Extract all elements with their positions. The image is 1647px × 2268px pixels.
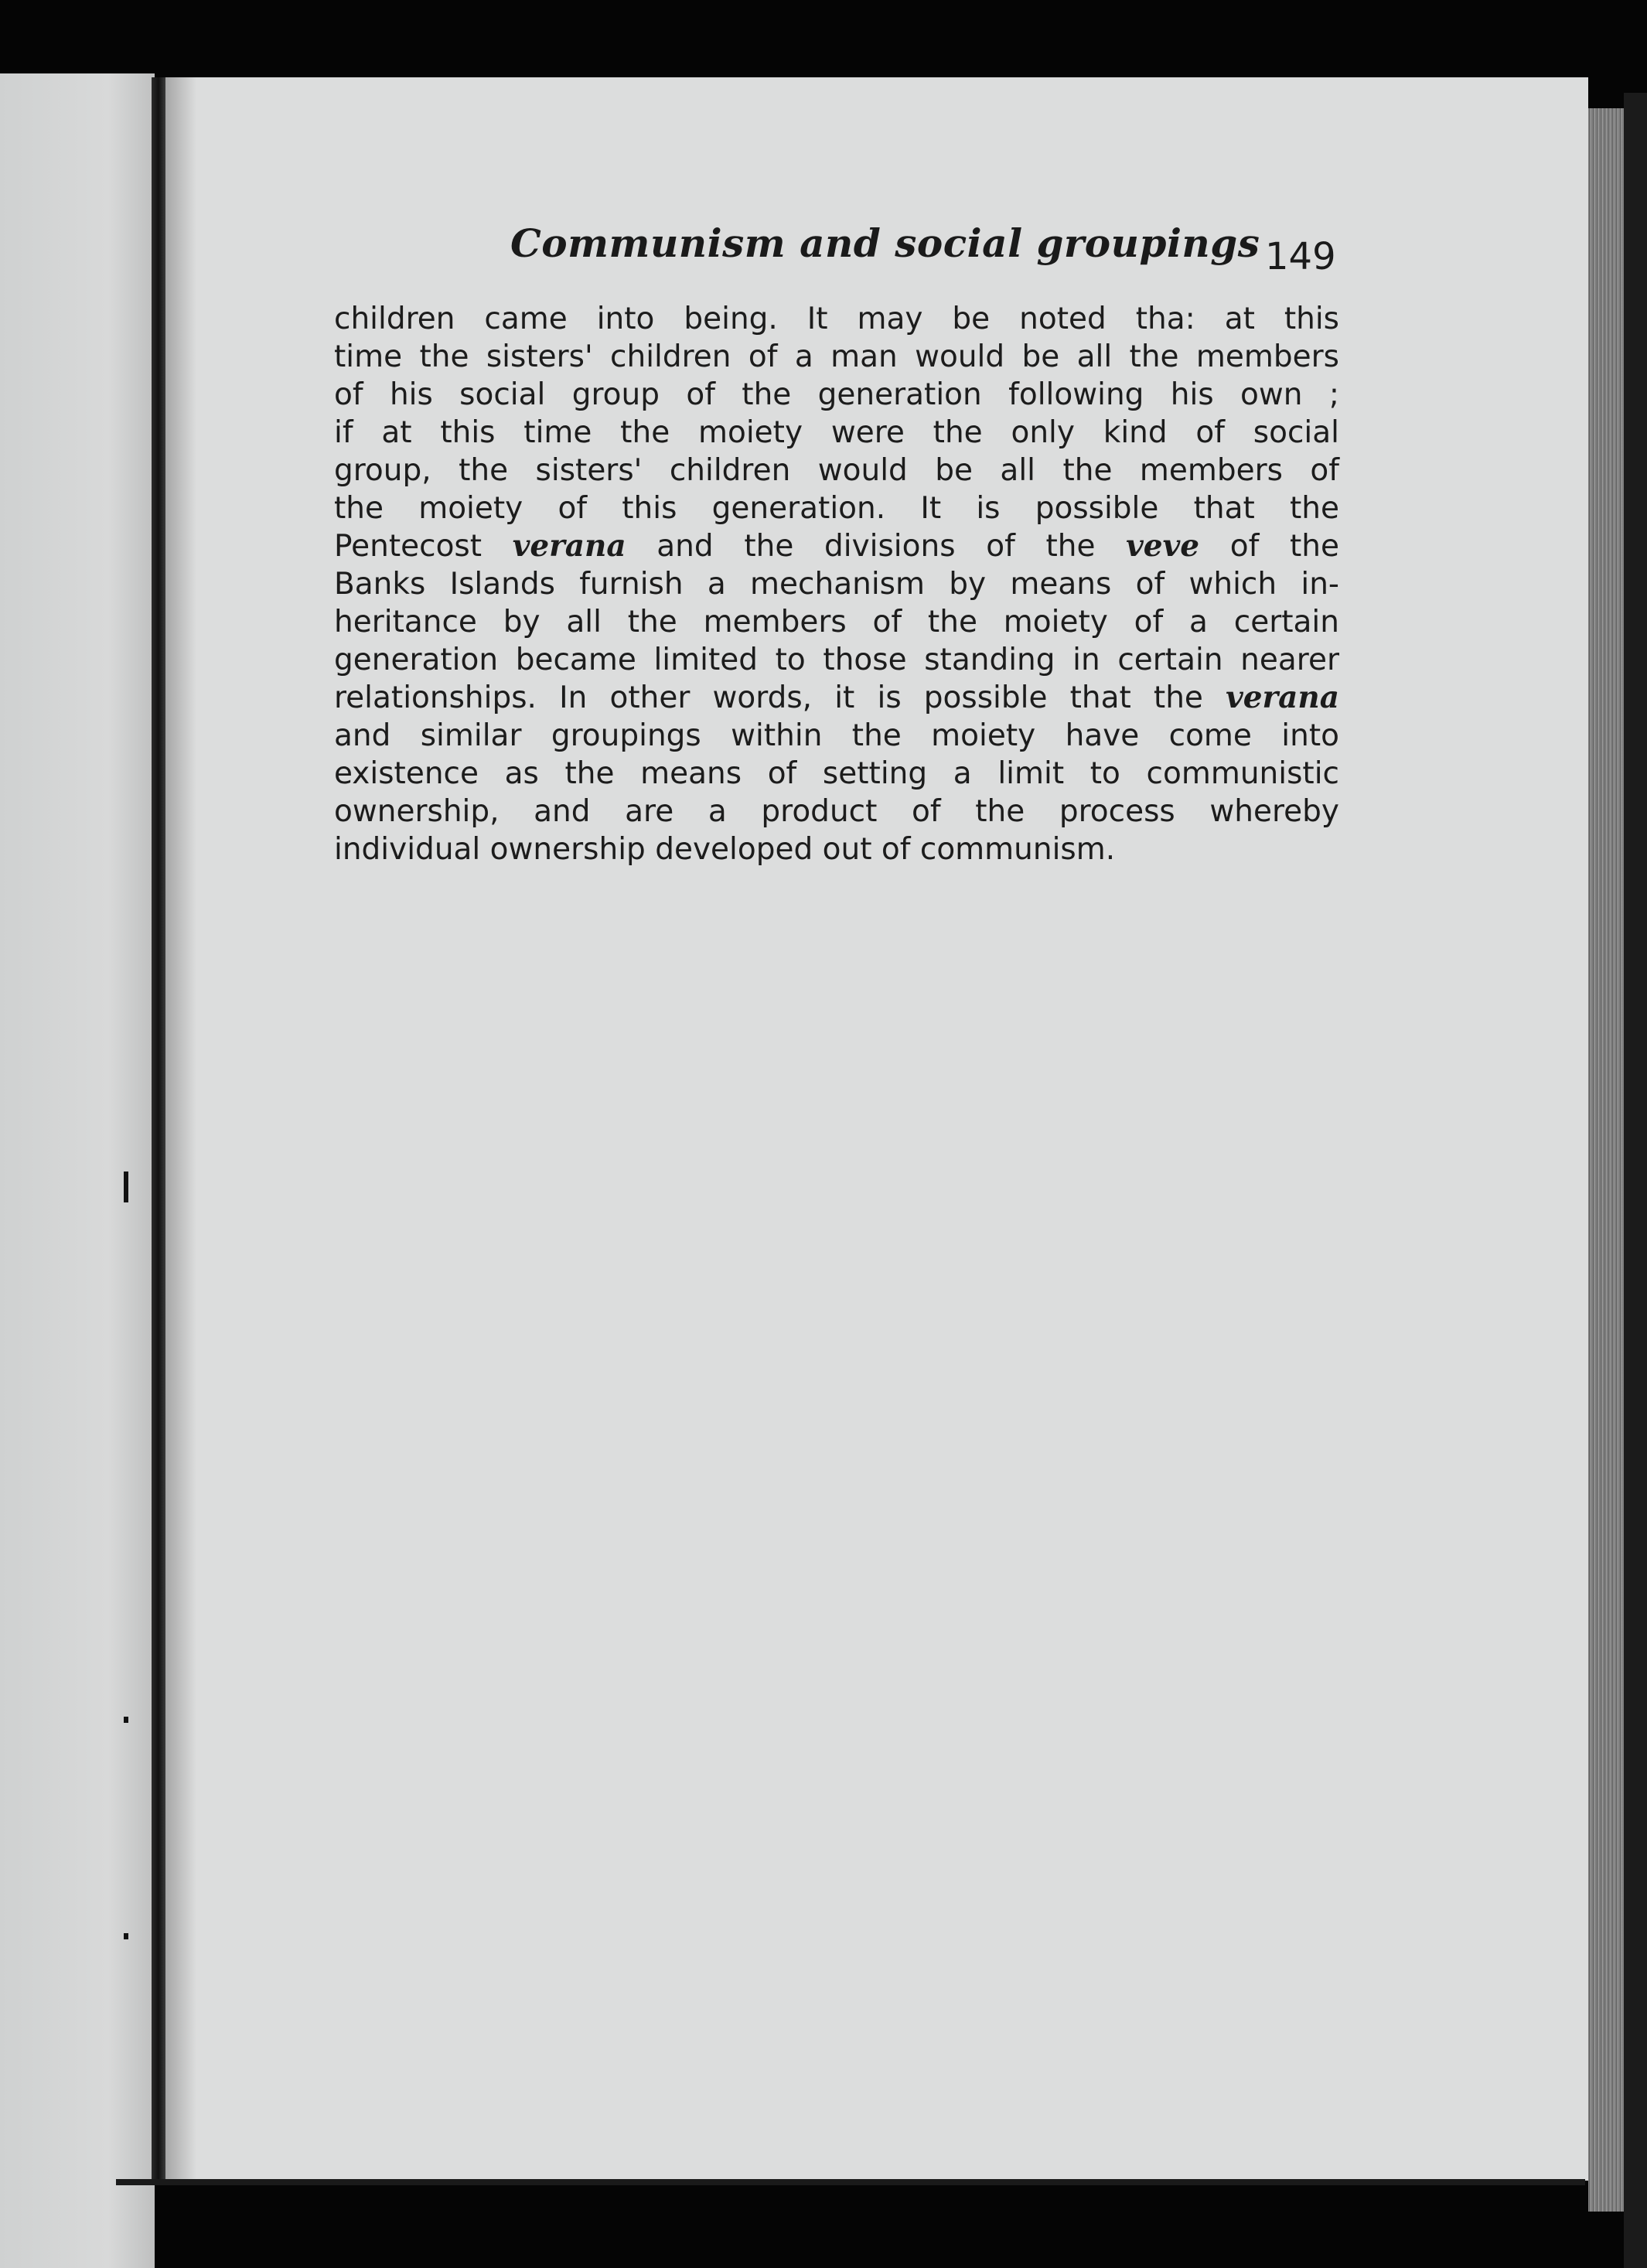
italic-term: veve bbox=[1126, 528, 1200, 564]
running-head: Communism and social groupings bbox=[510, 220, 1260, 266]
text-line bbox=[334, 414, 1339, 452]
text-line bbox=[334, 603, 1339, 641]
margin-mark bbox=[124, 1172, 128, 1202]
text-line bbox=[334, 717, 1339, 755]
text-run: ownership, and are a product of the process whereby bbox=[334, 794, 1339, 829]
facing-page-edge bbox=[0, 73, 155, 2268]
text-run: if at this time the moiety were the only kind of social bbox=[334, 415, 1339, 450]
text-line bbox=[334, 489, 1339, 527]
text-run: group, the sisters' children would be all the members of bbox=[334, 453, 1339, 488]
text-run: generation became limited to those standing in certain nearer bbox=[334, 643, 1339, 677]
text-run: the moiety of this generation. It is possible that the bbox=[334, 491, 1339, 526]
text-run: and the divisions of the bbox=[626, 529, 1127, 564]
text-run: children came into being. It may be noted tha: at this bbox=[334, 302, 1339, 336]
text-line bbox=[334, 338, 1339, 376]
page-number: 149 bbox=[1265, 235, 1336, 278]
text-line bbox=[334, 830, 1339, 868]
text-line bbox=[334, 641, 1339, 679]
margin-mark bbox=[124, 1933, 128, 1939]
italic-term: verana bbox=[1226, 680, 1339, 715]
text-run: of his social group of the generation following his own ; bbox=[334, 377, 1339, 412]
text-run: relationships. In other words, it is possible that the bbox=[334, 680, 1226, 715]
margin-mark bbox=[124, 1717, 128, 1723]
text-line bbox=[334, 300, 1339, 338]
text-line bbox=[334, 755, 1339, 793]
text-line bbox=[334, 565, 1339, 603]
text-run: existence as the means of setting a limit to communistic bbox=[334, 756, 1339, 791]
text-line bbox=[334, 679, 1339, 717]
gutter-shadow bbox=[165, 77, 196, 2181]
scan-border-right bbox=[1624, 93, 1647, 2268]
text-run: of the bbox=[1199, 529, 1339, 564]
italic-term: verana bbox=[512, 528, 626, 564]
body-text bbox=[334, 300, 1339, 868]
text-line bbox=[334, 452, 1339, 489]
text-run: and similar groupings within the moiety have come into bbox=[334, 718, 1339, 753]
book-gutter bbox=[152, 77, 165, 2181]
text-line bbox=[334, 527, 1339, 565]
text-run: heritance by all the members of the moiety of a certain bbox=[334, 605, 1339, 639]
text-line bbox=[334, 376, 1339, 414]
text-run: time the sisters' children of a man would be all the members bbox=[334, 339, 1339, 374]
page-bottom-edge bbox=[116, 2179, 1585, 2185]
text-line bbox=[334, 793, 1339, 830]
text-run: Banks Islands furnish a mechanism by means of which in- bbox=[334, 567, 1339, 602]
text-run: Pentecost bbox=[334, 529, 513, 564]
text-run: individual ownership developed out of communism. bbox=[334, 832, 1116, 867]
